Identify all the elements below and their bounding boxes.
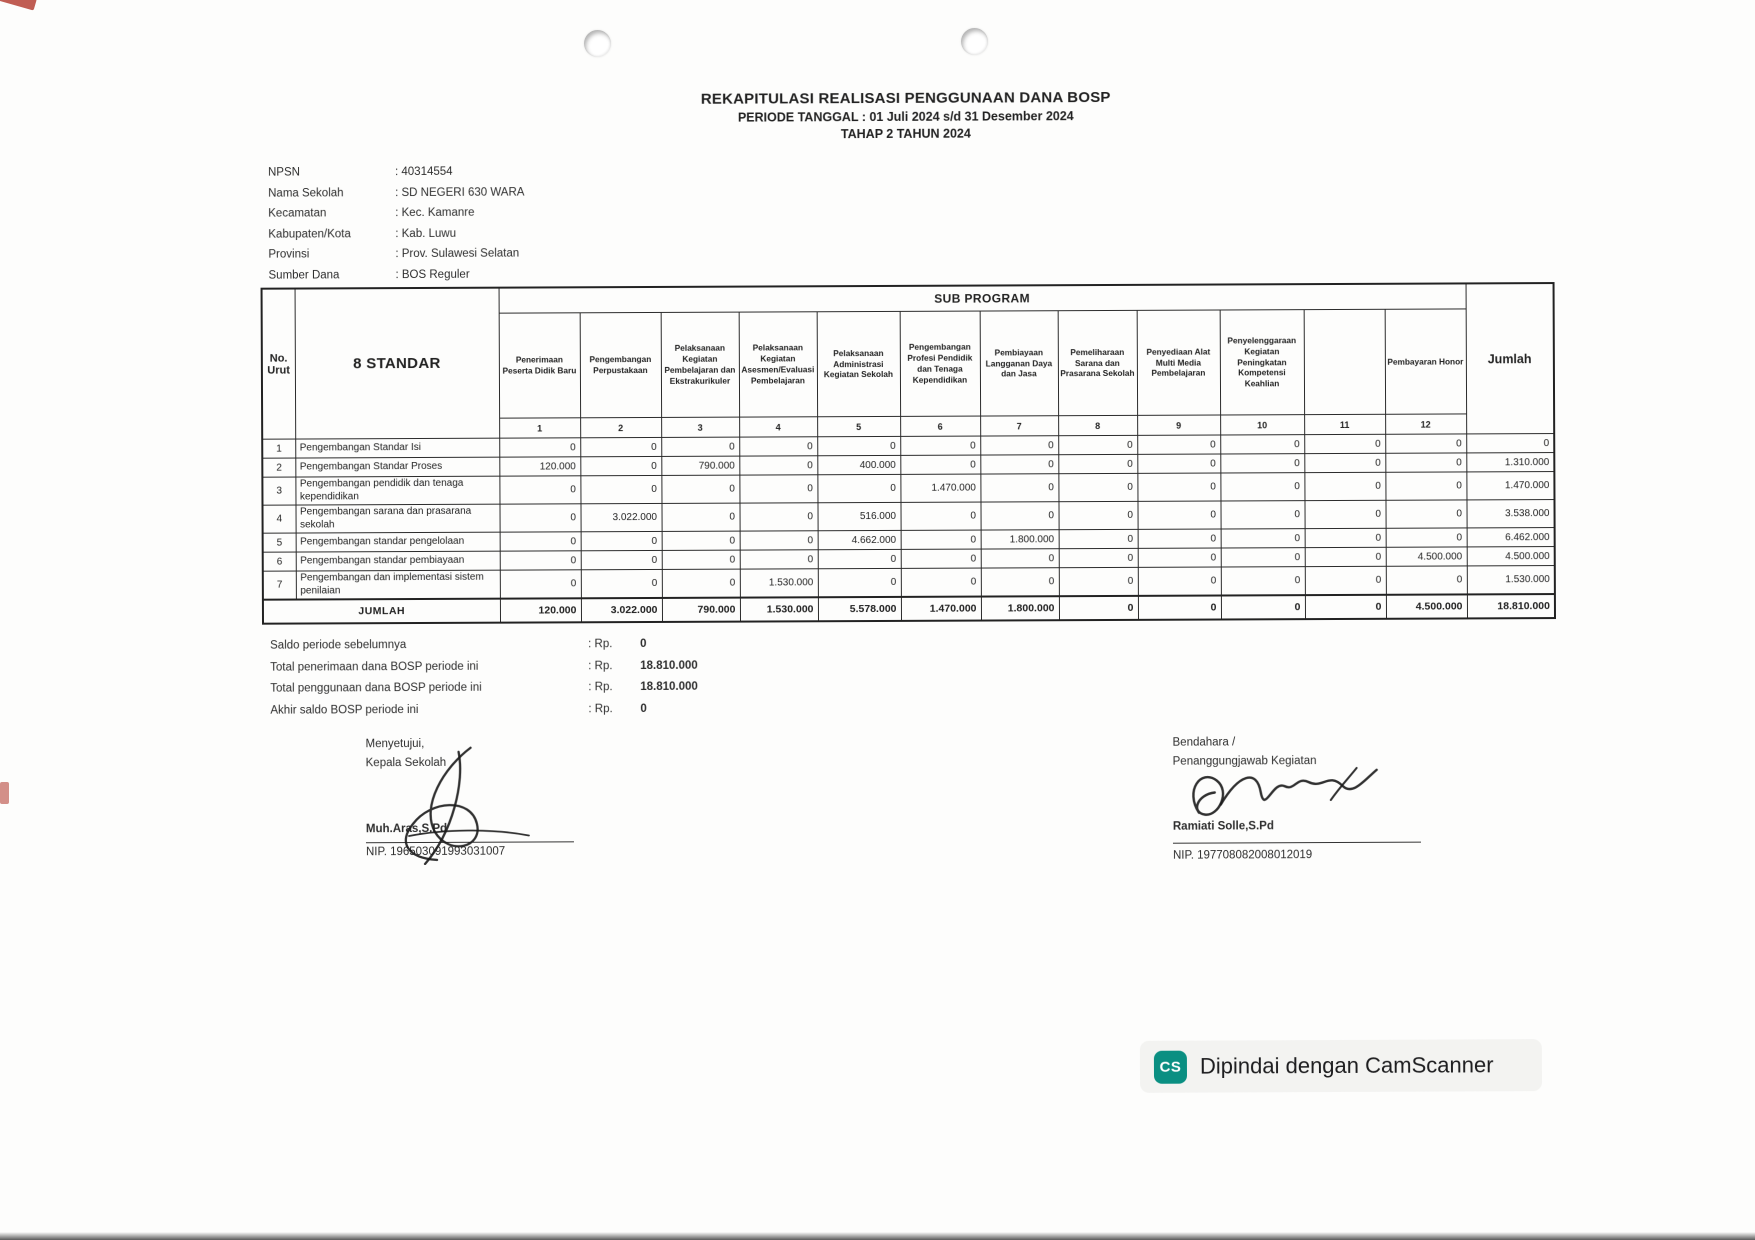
- row-total-cell: 1.530.000: [1467, 566, 1555, 595]
- value-cell: 0: [901, 530, 981, 549]
- value-cell: 0: [980, 436, 1058, 455]
- standar-name-cell: Pengembangan Standar Isi: [295, 438, 499, 458]
- value-cell: 0: [1059, 529, 1138, 548]
- treasurer-role-line2: Penanggungjawab Kegiatan: [1172, 755, 1317, 768]
- bosp-realization-table: [261, 282, 1556, 625]
- value-cell: 0: [739, 456, 817, 475]
- row-total-cell: 1.310.000: [1466, 453, 1554, 472]
- subprogram-column-name: Pelaksanaan Kegiatan Pembelajaran dan Ekstrakurikuler: [661, 312, 739, 417]
- summary-label: Total penerimaan dana BOSP periode ini: [270, 660, 479, 674]
- value-cell: 4.662.000: [818, 530, 901, 549]
- summary-amount: 18.810.000: [640, 659, 698, 672]
- value-cell: 0: [1220, 454, 1304, 473]
- value-cell: 0: [581, 569, 662, 598]
- value-cell: 0: [900, 436, 980, 455]
- value-cell: 0: [500, 532, 581, 551]
- value-cell: 0: [1138, 548, 1221, 567]
- info-value: : BOS Reguler: [395, 268, 470, 282]
- page-subtitle-period: PERIODE TANGGAL : 01 Juli 2024 s/d 31 Desember 2024: [737, 109, 1074, 125]
- total-value-cell: 1.530.000: [740, 597, 818, 621]
- scan-edge-shadow: [0, 1232, 1755, 1240]
- info-label: NPSN: [268, 166, 301, 179]
- value-cell: 0: [1137, 473, 1220, 501]
- value-cell: 790.000: [661, 456, 739, 475]
- value-cell: 0: [580, 475, 661, 503]
- subprogram-column-name: [1304, 309, 1385, 414]
- signature-underline: [1173, 842, 1421, 844]
- value-cell: 0: [499, 504, 580, 532]
- column-header-8-standar: 8 STANDAR: [295, 288, 500, 439]
- info-label: Provinsi: [268, 248, 310, 262]
- value-cell: 0: [1220, 501, 1304, 529]
- value-cell: 0: [1058, 501, 1137, 529]
- value-cell: 0: [1385, 453, 1466, 472]
- total-value-cell: 790.000: [662, 598, 740, 622]
- standar-name-cell: Pengembangan sarana dan prasarana sekolah: [295, 504, 499, 533]
- row-total-cell: 3.538.000: [1466, 500, 1554, 528]
- approver-role-line2: Kepala Sekolah: [365, 756, 447, 770]
- summary-label: Total penggunaan dana BOSP periode ini: [270, 681, 482, 695]
- page-subtitle-phase: TAHAP 2 TAHUN 2024: [840, 126, 971, 142]
- treasurer-nip: NIP. 197708082008012019: [1173, 849, 1313, 862]
- table-total-row: [263, 594, 1555, 624]
- subprogram-column-number: 7: [980, 416, 1058, 436]
- summary-row: [270, 698, 698, 721]
- value-cell: 0: [1059, 548, 1138, 567]
- signature-block-bendahara: [1172, 733, 1421, 866]
- subprogram-column-name: Pelaksanaan Administrasi Kegiatan Sekolah: [817, 311, 900, 416]
- value-cell: 0: [1386, 566, 1467, 595]
- value-cell: 0: [739, 503, 817, 531]
- value-cell: 400.000: [817, 455, 900, 474]
- value-cell: 0: [1058, 473, 1137, 501]
- school-info-block: [268, 162, 525, 287]
- value-cell: 0: [981, 549, 1059, 568]
- value-cell: 516.000: [817, 502, 900, 530]
- value-cell: 0: [580, 456, 661, 475]
- value-cell: 0: [818, 568, 901, 597]
- row-number-cell: 7: [263, 571, 296, 600]
- summary-label: Saldo periode sebelumnya: [270, 639, 407, 652]
- value-cell: 0: [1137, 435, 1220, 454]
- row-total-cell: 4.500.000: [1467, 547, 1555, 566]
- info-value: : Prov. Sulawesi Selatan: [395, 247, 520, 261]
- value-cell: 0: [1305, 547, 1386, 566]
- subprogram-column-name: Pengembangan Perpustakaan: [580, 312, 661, 417]
- row-total-cell: 1.470.000: [1466, 472, 1554, 500]
- value-cell: 0: [900, 455, 980, 474]
- value-cell: 0: [901, 549, 981, 568]
- summary-currency-prefix: : Rp.: [588, 638, 613, 651]
- signature-block-kepala-sekolah: [365, 734, 574, 862]
- camscanner-watermark: [1140, 1039, 1542, 1093]
- subprogram-column-name: Penerimaan Peserta Didik Baru: [499, 313, 580, 418]
- total-value-cell: 0: [1138, 596, 1221, 620]
- subprogram-column-number: 12: [1385, 414, 1466, 434]
- info-label: Kecamatan: [268, 207, 327, 220]
- value-cell: 0: [980, 455, 1058, 474]
- value-cell: 0: [817, 436, 900, 455]
- value-cell: 0: [1137, 454, 1220, 473]
- value-cell: 0: [499, 476, 580, 504]
- school-info-row: [268, 265, 524, 287]
- standar-name-cell: Pengembangan pendidik dan tenaga kependidikan: [295, 476, 499, 505]
- value-cell: 0: [1305, 566, 1386, 595]
- summary-row: [270, 677, 698, 700]
- standar-name-cell: Pengembangan Standar Proses: [295, 457, 499, 477]
- subprogram-column-number: 11: [1304, 414, 1385, 434]
- subprogram-column-number: 10: [1220, 415, 1304, 435]
- summary-amount: 0: [640, 638, 647, 651]
- value-cell: 0: [500, 551, 581, 570]
- approver-name: Muh.Aras,S.Pd: [365, 822, 448, 836]
- summary-currency-prefix: : Rp.: [588, 702, 613, 715]
- fund-summary-block: [270, 634, 698, 722]
- summary-label: Akhir saldo BOSP periode ini: [270, 703, 419, 717]
- value-cell: 0: [739, 437, 817, 456]
- school-info-row: [268, 182, 524, 204]
- info-label: Sumber Dana: [268, 269, 340, 282]
- school-info-row: [268, 244, 524, 266]
- value-cell: 0: [661, 437, 739, 456]
- column-header-sub-program: SUB PROGRAM: [499, 283, 1466, 313]
- info-value: : Kec. Kamanre: [395, 206, 475, 220]
- subprogram-column-number: 6: [900, 416, 980, 436]
- subprogram-column-name: Pemeliharaan Sarana dan Prasarana Sekolah: [1058, 310, 1137, 415]
- value-cell: 0: [1221, 567, 1305, 596]
- total-value-cell: 1.470.000: [901, 597, 981, 621]
- subprogram-column-name: Penyediaan Alat Multi Media Pembelajaran: [1137, 310, 1220, 415]
- value-cell: 0: [1137, 501, 1220, 529]
- summary-amount: 18.810.000: [640, 680, 698, 694]
- value-cell: 0: [662, 569, 740, 598]
- value-cell: 0: [1220, 435, 1304, 454]
- value-cell: 0: [499, 438, 580, 457]
- value-cell: 0: [1059, 567, 1138, 596]
- subprogram-column-name: Penyelenggaraan Kegiatan Peningkatan Kompetensi Keahlian: [1220, 310, 1304, 415]
- value-cell: 0: [1304, 453, 1385, 472]
- standar-name-cell: Pengembangan standar pengelolaan: [296, 532, 500, 552]
- value-cell: 0: [1305, 528, 1386, 547]
- total-value-cell: 0: [1059, 596, 1138, 620]
- value-cell: 0: [739, 475, 817, 503]
- value-cell: 1.530.000: [740, 569, 818, 598]
- info-label: Kabupaten/Kota: [268, 228, 351, 241]
- row-number-cell: 4: [262, 505, 295, 533]
- subprogram-column-number: 8: [1058, 415, 1137, 435]
- value-cell: 0: [1221, 548, 1305, 567]
- value-cell: 0: [980, 502, 1058, 530]
- summary-currency-prefix: : Rp.: [588, 659, 613, 672]
- total-value-cell: 120.000: [500, 598, 581, 622]
- value-cell: 0: [980, 474, 1058, 502]
- camscanner-watermark-text: Dipindai dengan CamScanner: [1199, 1052, 1494, 1079]
- value-cell: 0: [1304, 472, 1385, 500]
- subprogram-column-name: Pembiayaan Langganan Daya dan Jasa: [980, 311, 1058, 416]
- summary-currency-prefix: : Rp.: [588, 681, 613, 694]
- value-cell: 1.800.000: [981, 530, 1059, 549]
- value-cell: 0: [1385, 500, 1466, 528]
- value-cell: 0: [740, 531, 818, 550]
- value-cell: 0: [1058, 454, 1137, 473]
- value-cell: 0: [740, 550, 818, 569]
- info-value: : Kab. Luwu: [395, 227, 457, 240]
- treasurer-name: Ramiati Solle,S.Pd: [1172, 820, 1274, 833]
- value-cell: 0: [900, 502, 980, 530]
- total-value-cell: 3.022.000: [581, 598, 662, 622]
- approver-nip: NIP. 196503091993031007: [365, 845, 506, 859]
- subprogram-column-name: Pengembangan Profesi Pendidik dan Tenaga Kependidikan: [900, 311, 980, 416]
- total-value-cell: 1.800.000: [981, 596, 1059, 620]
- summary-amount: 0: [640, 702, 647, 715]
- row-number-cell: 5: [263, 533, 296, 552]
- grand-total-cell: 18.810.000: [1467, 594, 1555, 618]
- summary-row: [270, 634, 698, 657]
- value-cell: 0: [1138, 567, 1221, 596]
- row-total-cell: 0: [1466, 434, 1554, 453]
- column-header-no-urut: No. Urut: [262, 289, 296, 440]
- value-cell: 0: [1138, 529, 1221, 548]
- value-cell: 0: [662, 550, 740, 569]
- subprogram-column-number: 9: [1137, 415, 1220, 435]
- document-title-block: [260, 87, 1552, 144]
- info-value: : SD NEGERI 630 WARA: [395, 186, 525, 199]
- info-value: : 40314554: [395, 165, 453, 179]
- value-cell: 0: [581, 531, 662, 550]
- row-number-cell: 1: [262, 439, 295, 458]
- value-cell: 0: [817, 474, 900, 502]
- subprogram-column-number: 5: [817, 416, 900, 436]
- value-cell: 0: [981, 568, 1059, 597]
- value-cell: 0: [500, 570, 581, 599]
- standar-name-cell: Pengembangan dan implementasi sistem penilaian: [296, 570, 500, 599]
- standar-name-cell: Pengembangan standar pembiayaan: [296, 551, 500, 571]
- school-info-row: [268, 223, 524, 245]
- value-cell: 0: [1385, 472, 1466, 500]
- value-cell: 0: [818, 549, 901, 568]
- value-cell: 0: [1385, 434, 1466, 453]
- total-value-cell: 5.578.000: [818, 597, 901, 621]
- value-cell: 120.000: [499, 457, 580, 476]
- subprogram-column-number: 4: [739, 417, 817, 437]
- value-cell: 0: [1386, 528, 1467, 547]
- value-cell: 4.500.000: [1386, 547, 1467, 566]
- value-cell: 0: [1304, 434, 1385, 453]
- subprogram-column-number: 1: [499, 418, 580, 438]
- column-header-jumlah: Jumlah: [1466, 283, 1555, 434]
- camscanner-logo-icon: CS: [1154, 1050, 1187, 1083]
- value-cell: 0: [901, 568, 981, 597]
- value-cell: 0: [1220, 473, 1304, 501]
- approver-role-line1: Menyetujui,: [365, 737, 425, 751]
- subprogram-column-number: 3: [661, 417, 739, 437]
- row-number-cell: 3: [262, 477, 295, 505]
- value-cell: 0: [1221, 529, 1305, 548]
- value-cell: 3.022.000: [580, 503, 661, 531]
- treasurer-role-line1: Bendahara /: [1172, 736, 1236, 749]
- value-cell: 1.470.000: [900, 474, 980, 502]
- row-number-cell: 2: [262, 458, 295, 477]
- value-cell: 0: [1058, 435, 1137, 454]
- value-cell: 0: [580, 437, 661, 456]
- value-cell: 0: [662, 531, 740, 550]
- info-label: Nama Sekolah: [268, 186, 344, 200]
- value-cell: 0: [581, 550, 662, 569]
- value-cell: 0: [661, 475, 739, 503]
- page-title: REKAPITULASI REALISASI PENGGUNAAN DANA BOSP: [700, 88, 1111, 108]
- school-info-row: [268, 203, 524, 225]
- subprogram-column-name: Pembayaran Honor: [1385, 309, 1466, 414]
- total-label-cell: JUMLAH: [263, 599, 500, 624]
- total-value-cell: 0: [1305, 595, 1386, 619]
- school-info-row: [268, 162, 524, 184]
- subprogram-column-name: Pelaksanaan Kegiatan Asesmen/Evaluasi Pembelajaran: [739, 312, 817, 417]
- row-total-cell: 6.462.000: [1467, 528, 1555, 547]
- summary-row: [270, 655, 698, 678]
- total-value-cell: 0: [1221, 595, 1305, 619]
- value-cell: 0: [661, 503, 739, 531]
- subprogram-column-number: 2: [580, 417, 661, 437]
- total-value-cell: 4.500.000: [1386, 594, 1467, 618]
- row-number-cell: 6: [263, 552, 296, 571]
- value-cell: 0: [1304, 500, 1385, 528]
